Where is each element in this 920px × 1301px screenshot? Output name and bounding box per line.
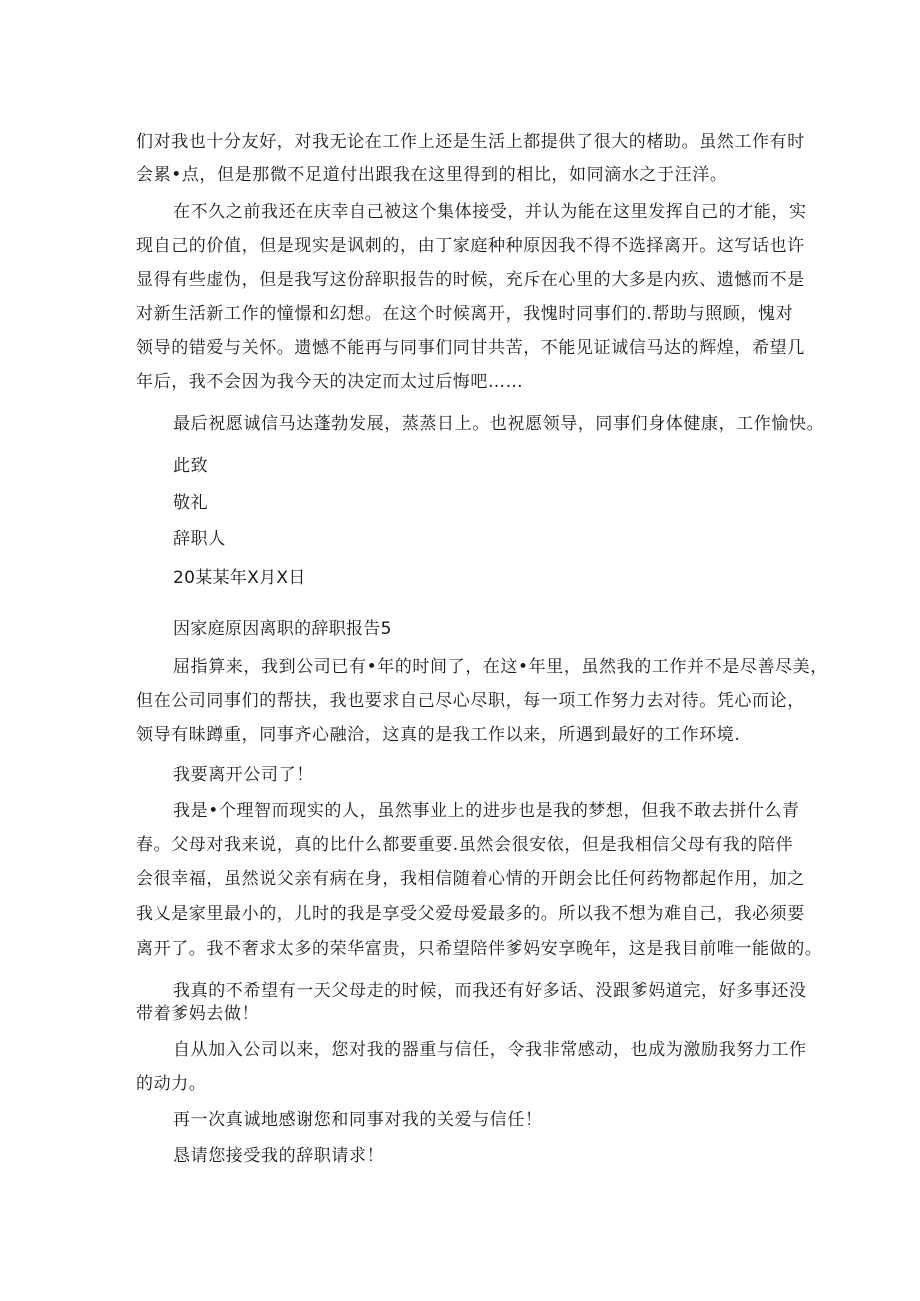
p2-line4: 对新生活新工作的憧憬和幻想。在这个时候离开，我愧时同事们的.帮助与照顾，愧对 [136,304,794,324]
p2-line3: 显得有些虚伪，但是我写这份辞职报告的时候，充斥在心里的大多是内疚、遗憾而不是 [136,270,805,290]
p8-line1: 自从加入公司以来，您对我的器重与信任，令我非常感动，也成为激励我努力工作 [173,1040,807,1060]
p6-line1: 我是•个理智而现实的人，虽然事业上的进步也是我的梦想，但我不敢去拼什么青 [173,801,800,821]
p6-line5: 离开了。我不奢求太多的荣华富贵，只希望陪伴爹妈安享晚年，这是我目前唯一能做的。 [136,939,823,959]
p2-line5: 领导的错爱与关怀。遗憾不能再与同事们同甘共苦，不能见证诚信马达的辉煌，希望几 [136,338,805,358]
p8-line2: 的动力。 [136,1074,207,1094]
closing-jingli: 敬礼 [173,493,209,513]
closing-cizhi: 此致 [173,456,209,476]
p6-line4: 我乂是家里最小的，儿时的我是享受父爱母爱最多的。所以我不想为难自己，我必须要 [136,904,805,924]
p2-line1: 在不久之前我还在庆幸自己被这个集体接受，并认为能在这里发挥自己的才能，实 [173,202,807,222]
p4-line1: 屈指算来，我到公司已有•年的时间了，在这•年里，虽然我的工作并不是尽善尽美， [173,657,828,677]
p10-line: 恳请您接受我的辞职请求！ [173,1146,385,1166]
p9-line: 再一次真诚地感谢您和同事对我的关爱与信任！ [173,1110,543,1130]
closing-date: 20某某年X月X日 [173,568,306,588]
p1-line1: 们对我也十分友好，对我无论在工作上还是生活上都提供了很大的楮助。虽然工作有时 [136,132,805,152]
closing-signer: 辞职人 [173,529,226,549]
p4-line3: 领导有昧蹲重，同事齐心融洽，这真的是我工作以来，所遇到最好的工作环境. [136,725,741,745]
p4-line2: 但在公司同事们的帮扶，我也要求自己尽心尽职，每一项工作努力去对待。凭心而论， [136,691,805,711]
p2-line6: 年后，我不会因为我今天的决定而太过后悔吧…… [136,372,524,392]
p7-line2: 带着爹妈去做！ [136,1004,260,1024]
p6-line2: 春。父母对我来说，真的比什么都要重要.虽然会很安依，但是我相信父母有我的陪伴 [136,835,794,855]
p1-line2: 会累•点，但是那微不足道付出跟我在这里得到的相比，如同滴水之于汪洋。 [136,165,728,185]
section-title: 因家庭原因离职的辞职报告5 [173,619,392,639]
p5-line: 我要离开公司了！ [173,765,314,785]
p3-line: 最后祝愿诚信马达蓬勃发展，蒸蒸日上。也祝愿领导，同事们身体健康，工作愉快。 [173,414,825,434]
p2-line2: 现自己的价值，但是现实是讽刺的，由丁家庭种种原因我不得不选择离开。这写话也许 [136,236,805,256]
p6-line3: 会很幸福，虽然说父亲有病在身，我相信随着心情的开朗会比任何药物都起作用，加之 [136,869,805,889]
p7-line1: 我真的不希望有一天父母走的时候，而我还有好多话、没跟爹妈道完，好多事还没 [173,981,807,1001]
